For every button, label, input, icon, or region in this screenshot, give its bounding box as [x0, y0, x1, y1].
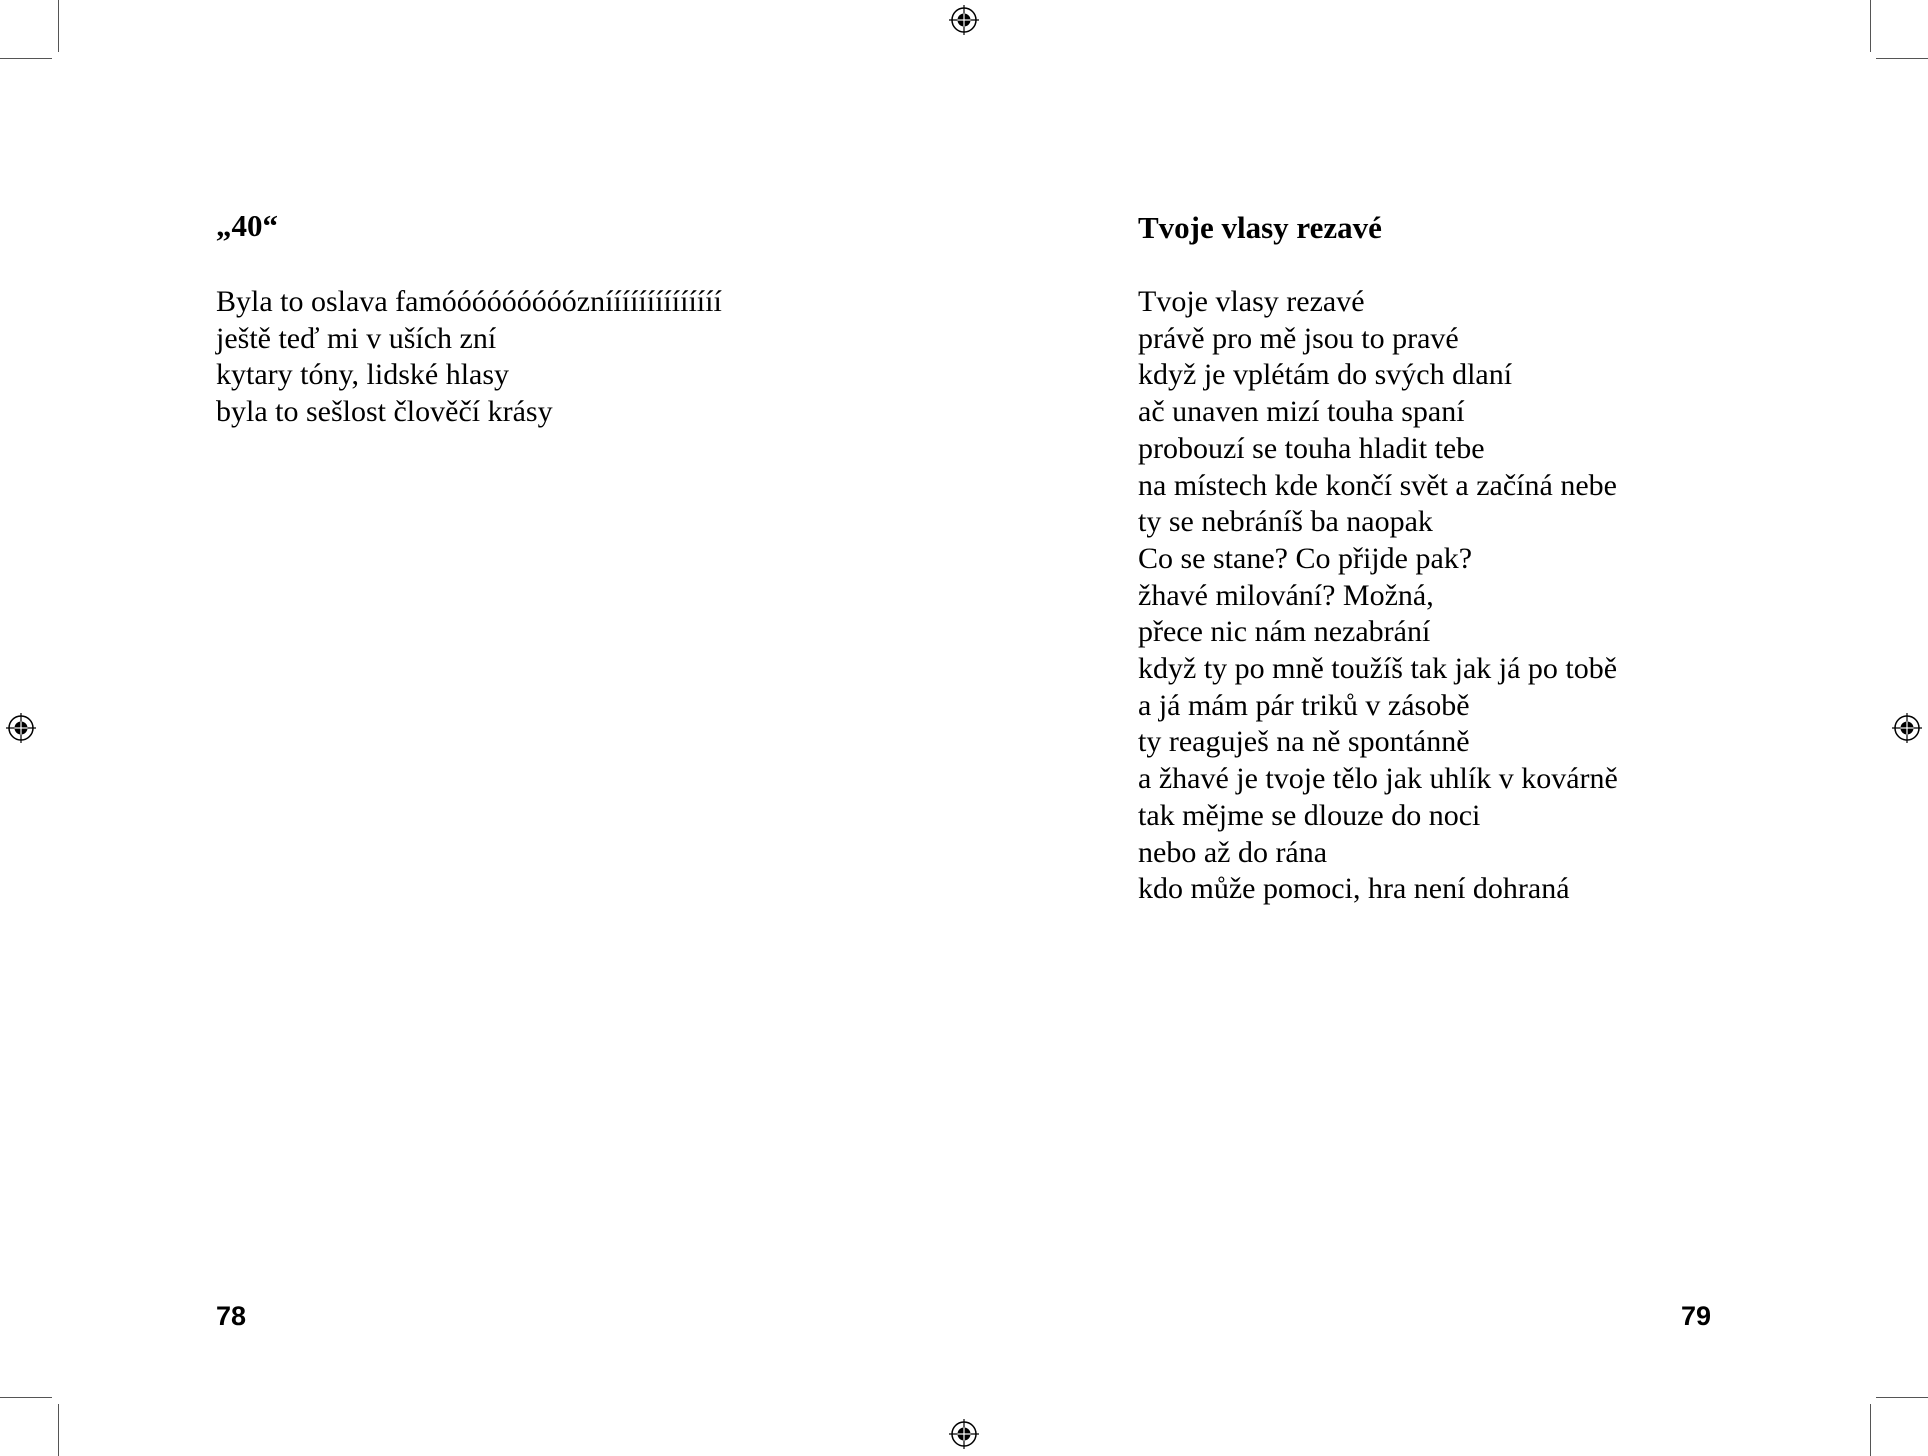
- registration-mark-icon: [6, 713, 36, 743]
- crop-mark: [1876, 58, 1928, 59]
- poem-line: Tvoje vlasy rezavé: [1138, 285, 1365, 318]
- poem-line: ještě teď mi v uších zní: [216, 321, 497, 355]
- crop-mark: [1876, 1397, 1928, 1398]
- right-page: [964, 0, 1928, 1456]
- poem-line: přece nic nám nezabrání: [1138, 615, 1431, 649]
- poem-line: a já mám pár triků v zásobě: [1138, 688, 1470, 722]
- poem-line: kdo může pomoci, hra není dohraná: [1138, 872, 1570, 906]
- poem-line: ač unaven mizí touha spaní: [1138, 395, 1465, 429]
- left-page-number: 78: [216, 1301, 247, 1331]
- crop-mark: [0, 1397, 52, 1398]
- crop-mark: [58, 1404, 59, 1456]
- poem-line: ty se nebráníš ba naopak: [1138, 505, 1433, 539]
- poem-line: žhavé milování? Možná,: [1138, 578, 1434, 612]
- poem-line: kytary tóny, lidské hlasy: [216, 358, 510, 392]
- right-poem-title: Tvoje vlasy rezavé: [1138, 210, 1382, 245]
- registration-mark-icon: [1892, 713, 1922, 743]
- poem-line: právě pro mě jsou to pravé: [1138, 321, 1459, 355]
- poem-line: nebo až do rána: [1138, 835, 1328, 869]
- poem-line: probouzí se touha hladit tebe: [1138, 431, 1485, 465]
- poem-line: a žhavé je tvoje tělo jak uhlík v kovárně: [1138, 762, 1618, 796]
- poem-line: tak mějme se dlouze do noci: [1138, 798, 1481, 832]
- poem-line: když je vplétám do svých dlaní: [1138, 358, 1513, 392]
- left-poem-body: [216, 284, 722, 431]
- right-page-number: 79: [1681, 1301, 1712, 1331]
- crop-mark: [1870, 0, 1871, 52]
- crop-mark: [58, 0, 59, 52]
- left-poem-title: „40“: [216, 208, 278, 243]
- poem-line: na místech kde končí svět a začíná nebe: [1138, 468, 1617, 502]
- poem-line: byla to sešlost člověčí krásy: [216, 395, 553, 429]
- registration-mark-icon: [949, 5, 979, 35]
- crop-mark: [1870, 1404, 1871, 1456]
- right-poem-body: [1138, 284, 1618, 908]
- crop-mark: [0, 58, 52, 59]
- registration-mark-icon: [949, 1419, 979, 1449]
- poem-line: ty reaguješ na ně spontánně: [1138, 725, 1470, 759]
- poem-line: když ty po mně toužíš tak jak já po tobě: [1138, 652, 1618, 686]
- poem-line: Byla to oslava famóóóóóóóóózníííííííííííííí: [216, 285, 722, 318]
- poem-line: Co se stane? Co přijde pak?: [1138, 541, 1473, 575]
